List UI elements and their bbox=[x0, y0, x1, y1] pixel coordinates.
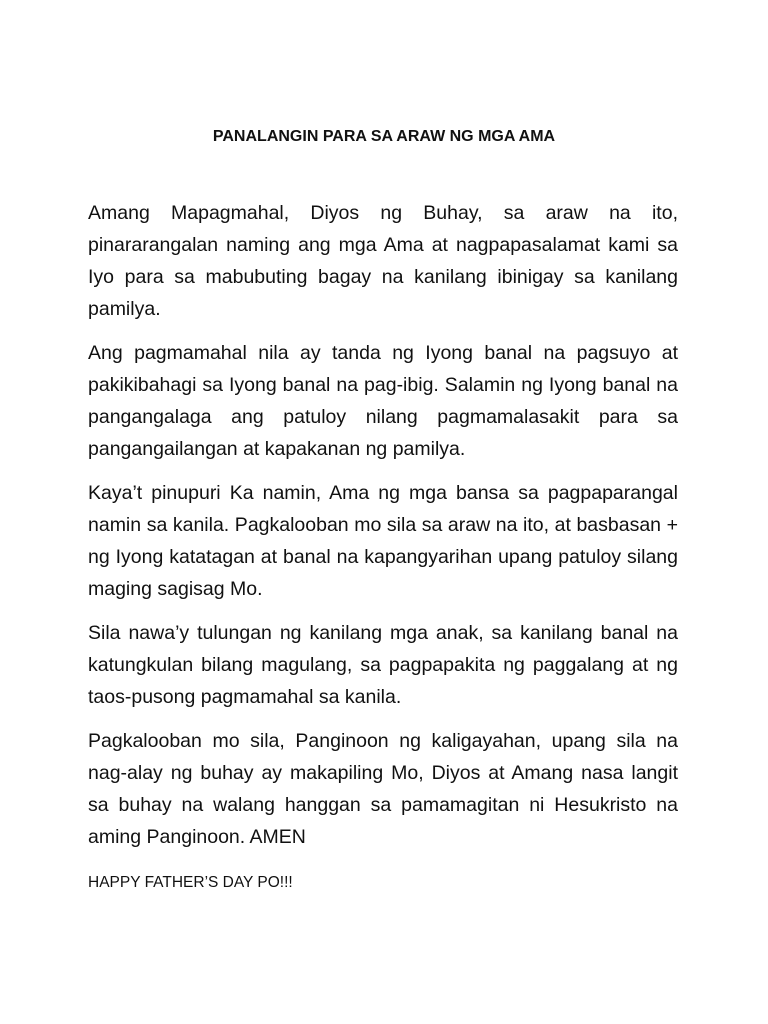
document-body bbox=[88, 197, 678, 865]
paragraph: Pagkalooban mo sila, Panginoon ng kaligayahan, upang sila na nag-alay ng buhay ay makapiling Mo, Diyos at Amang nasa langit sa buhay na walang hanggan sa pamamagitan ni Hesukristo na aming Panginoon. AMEN bbox=[88, 730, 678, 848]
paragraph: Kaya’t pinupuri Ka namin, Ama ng mga bansa sa pagpaparangal namin sa kanila. Pagkalooban mo sila sa araw na ito, at basbasan + ng Iyong katatagan at banal na kapangyarihan upang patuloy silang maging sagisag Mo. bbox=[88, 482, 678, 600]
document-title: PANALANGIN PARA SA ARAW NG MGA AMA bbox=[212, 128, 556, 145]
closing-greeting: HAPPY FATHER’S DAY PO!!! bbox=[88, 874, 293, 891]
paragraph: Amang Mapagmahal, Diyos ng Buhay, sa araw na ito, pinararangalan naming ang mga Ama at nagpapasalamat kami sa Iyo para sa mabubuting bagay na kanilang ibinigay sa kanilang pamilya. bbox=[88, 202, 678, 320]
paragraph: Ang pagmamahal nila ay tanda ng Iyong banal na pagsuyo at pakikibahagi sa Iyong banal na pag-ibig. Salamin ng Iyong banal na pangangalaga ang patuloy nilang pagmamalasakit para sa pangangailangan at kapakanan ng pamilya. bbox=[88, 342, 678, 460]
paragraph: Sila nawa’y tulungan ng kanilang mga anak, sa kanilang banal na katungkulan bilang magulang, sa pagpapakita ng paggalang at ng taos-pusong pagmamahal sa kanila. bbox=[88, 622, 678, 708]
